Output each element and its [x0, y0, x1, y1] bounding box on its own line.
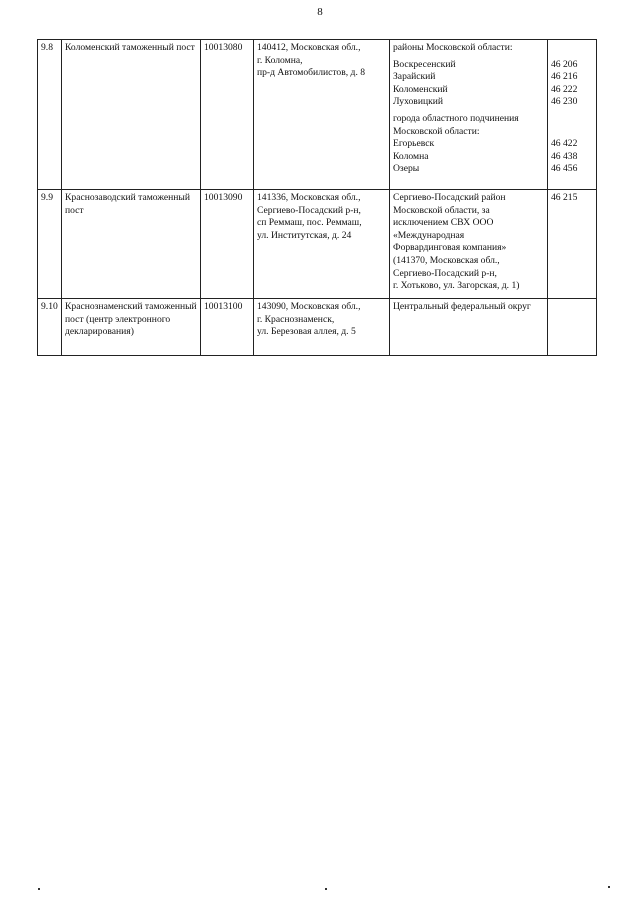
post-name: Краснознаменский таможенный пост (центр электронного декларирования)	[62, 299, 201, 356]
region-of-activity	[390, 40, 548, 190]
address-line: сп Реммаш, пос. Реммаш,	[257, 217, 362, 229]
address-line: 143090, Московская обл.,	[257, 301, 361, 312]
row-number: 9.10	[38, 299, 62, 356]
region-line: Форвардинговая компания»	[393, 242, 507, 254]
address-line: Сергиево-Посадский р-н,	[257, 204, 361, 216]
regions-header: районы Московской области:	[393, 42, 513, 53]
post-address	[254, 190, 390, 299]
okato-codes	[548, 40, 597, 190]
region-line: (141370, Московская обл.,	[393, 254, 500, 266]
address-line: г. Коломна,	[257, 54, 303, 66]
address-line: пр-д Автомобилистов, д. 8	[257, 67, 366, 79]
cities-header: Московской области:	[393, 125, 480, 137]
post-address	[254, 40, 390, 190]
okato-code	[548, 299, 597, 356]
address-line: ул. Институтская, д. 24	[257, 229, 352, 241]
cities-header: города областного подчинения	[393, 112, 519, 124]
okato-code: 46 222	[551, 83, 578, 95]
table-row	[38, 40, 597, 190]
city-name: Коломна	[393, 150, 429, 162]
row-number: 9.9	[38, 190, 62, 299]
address-line: ул. Березовая аллея, д. 5	[257, 326, 356, 338]
okato-code: 46 216	[551, 71, 578, 83]
post-code: 10013100	[201, 299, 254, 356]
post-address	[254, 299, 390, 356]
address-line: 140412, Московская обл.,	[257, 42, 361, 53]
region-line: исключением СВХ ООО	[393, 217, 494, 229]
okato-code: 46 456	[551, 163, 578, 175]
okato-code: 46 230	[551, 96, 578, 108]
post-code: 10013080	[201, 40, 254, 190]
region-line: Сергиево-Посадский р-н,	[393, 267, 497, 279]
okato-code: 46 422	[551, 138, 578, 150]
city-name: Озеры	[393, 163, 420, 175]
page-number: 8	[317, 6, 323, 18]
post-name: Краснозаводский таможенный пост	[62, 190, 201, 299]
region-line: г. Хотьково, ул. Загорская, д. 1)	[393, 280, 520, 292]
customs-posts-table	[37, 39, 597, 356]
okato-code: 46 206	[551, 58, 578, 70]
okato-code: 46 215	[548, 190, 597, 299]
address-line: 141336, Московская обл.,	[257, 192, 361, 203]
scan-speck	[325, 888, 327, 890]
row-number: 9.8	[38, 40, 62, 190]
table-row	[38, 299, 597, 356]
post-code: 10013090	[201, 190, 254, 299]
region-name: Зарайский	[393, 71, 436, 83]
region-of-activity	[390, 190, 548, 299]
region-name: Луховицкий	[393, 96, 444, 108]
region-line: Сергиево-Посадский район	[393, 192, 506, 203]
region-line: «Международная	[393, 229, 465, 241]
region-name: Воскресенский	[393, 58, 456, 70]
region-name: Коломенский	[393, 83, 448, 95]
address-line: г. Краснознаменск,	[257, 313, 335, 325]
scan-speck	[38, 888, 40, 890]
post-name: Коломенский таможенный пост	[62, 40, 201, 190]
okato-code: 46 438	[551, 150, 578, 162]
region-of-activity: Центральный федеральный округ	[390, 299, 548, 356]
scan-speck	[608, 886, 610, 888]
table-row	[38, 190, 597, 299]
city-name: Егорьевск	[393, 138, 435, 150]
region-line: Московской области, за	[393, 204, 490, 216]
